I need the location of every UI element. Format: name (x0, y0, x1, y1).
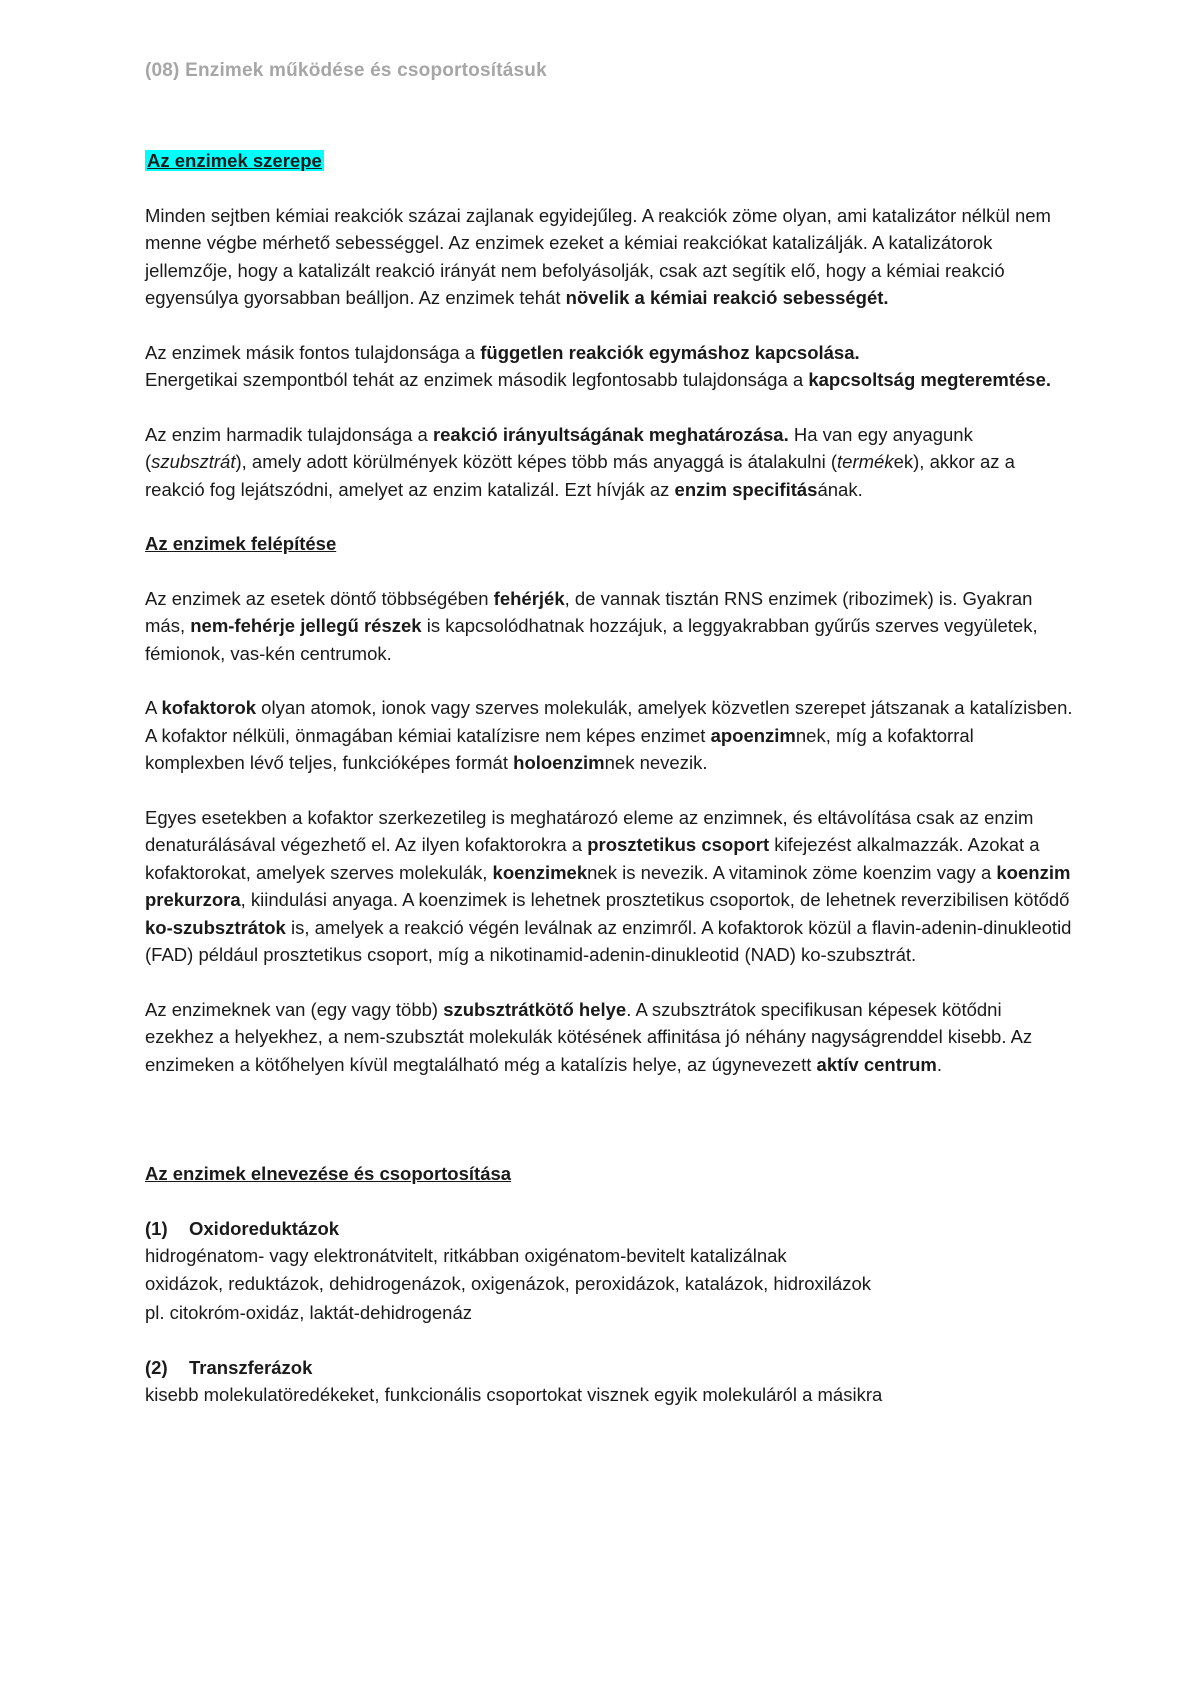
bold-term: koenzim prekurzora (145, 861, 1071, 910)
class-number: (2) (145, 1356, 168, 1378)
class-example: pl. citokróm-oxidáz, laktát-dehidrogenáz (145, 1302, 472, 1323)
paragraph: Az enzimek másik fontos tulajdonsága a független reakciók egymáshoz kapcsolása. Energetikai szempontból tehát az enzimek második legfontosabb tulajdonsága a kapcsoltság megteremtése. (145, 341, 1051, 390)
bold-term: növelik a kémiai reakció sebességét. (565, 287, 889, 308)
paragraph: Az enzimeknek van (egy vagy több) szubsztrátkötő helye. A szubsztrátok specifikusan képesek kötődni ezekhez a helyekhez, a nem-szubsztát molekulák kötésének affinitása jó néhány nagyságrenddel kisebb. Az enzimeken a kötőhelyen kívül megtalálható még a katalízis helye, az úgynevezett aktív centrum. (145, 998, 1033, 1075)
class-heading (145, 1354, 1075, 1382)
bold-term: holoenzim (513, 752, 605, 773)
bold-term: apoenzim (710, 724, 796, 746)
bold-term: koenzimek (492, 861, 588, 883)
paragraph: Egyes esetekben a kofaktor szerkezetileg is meghatározó eleme az enzimnek, és eltávolítása csak az enzim denaturálásával végezhető el. Az ilyen kofaktorokra a prosztetikus csoport kifejezést alkalmazzák. Azokat a kofaktorokat, amelyek szerves molekulák, koenzimeknek is nevezik. A vitaminok zöme koenzim vagy a koenzim prekurzora, kiindulási anyaga. A koenzimek is lehetnek prosztetikus csoportok, de lehetnek reverzibilisen kötődő ko-szubsztrátok is, amelyek a reakció végén leválnak az enzimről. A kofaktorok közül a flavin-adenin-dinukleotid (FAD) például prosztetikus csoport, míg a nikotinamid-adenin-dinukleotid (NAD) ko-szubsztrát. (145, 806, 1072, 965)
class-types (145, 1270, 1075, 1300)
bold-term: kofaktorok (161, 697, 257, 718)
bold-term: ko-szubsztrátok (145, 916, 286, 938)
class-description: hidrogénatom- vagy elektronátvitelt, ritkábban oxigénatom-bevitelt katalizálnak (145, 1245, 787, 1266)
bold-term: aktív centrum (816, 1053, 937, 1075)
paragraph: Az enzim harmadik tulajdonsága a reakció irányultságának meghatározása. Ha van egy anyagunk (szubsztrát), amely adott körülmények között képes több más anyaggá is átalakulni (termékek), akkor az a reakció fog lejátszódni, amelyet az enzim katalizál. Ezt hívják az enzim specifitásának. (145, 423, 1015, 500)
bold-term: független reakciók egymáshoz kapcsolása. (480, 341, 860, 363)
section-title-role (145, 147, 1075, 175)
italic-term: szubsztrát (151, 451, 236, 472)
paragraph: Az enzimek az esetek döntő többségében fehérjék, de vannak tisztán RNS enzimek (ribozimek) is. Gyakran más, nem-fehérje jellegű részek is kapcsolódhatnak hozzájuk, a leggyakrabban gyűrűs szerves vegyületek, fémionok, vas-kén centrumok. (145, 587, 1038, 664)
italic-term: termék (837, 451, 894, 472)
class-types-text: oxidázok, reduktázok, dehidrogenázok, oxigenázok, peroxidázok, katalázok, hidroxilázok (145, 1272, 872, 1294)
bold-term: prosztetikus csoport (587, 834, 770, 855)
class-description: kisebb molekulatöredékeket, funkcionális csoportokat visznek egyik molekuláról a másikra (145, 1384, 883, 1405)
bold-term: enzim specifitás (674, 478, 818, 500)
highlighted-title: Az enzimek szerepe (147, 150, 322, 171)
class-number: (1) (145, 1217, 168, 1239)
page-header: (08) Enzimek működése és csoportosításuk (145, 60, 547, 81)
bold-term: nem-fehérje jellegű részek (190, 615, 422, 636)
section-title-structure: Az enzimek felépítése (145, 533, 337, 554)
class-heading (145, 1215, 1075, 1243)
document-body (145, 147, 1075, 1409)
paragraph: A kofaktorok olyan atomok, ionok vagy szerves molekulák, amelyek közvetlen szerepet játszanak a katalízisben. A kofaktor nélküli, önmagában kémiai katalízisre nem képes enzimet apoenzimnek, míg a kofaktorral komplexben lévő teljes, funkcióképes formát holoenzimnek nevezik. (145, 697, 1073, 773)
bold-term: kapcsoltság megteremtése. (808, 369, 1051, 390)
bold-term: szubsztrátkötő helye (443, 998, 627, 1020)
class-name: Transzferázok (189, 1356, 313, 1378)
section-title-classification: Az enzimek elnevezése és csoportosítása (145, 1163, 512, 1184)
class-name: Oxidoreduktázok (189, 1217, 340, 1239)
bold-term: fehérjék (493, 587, 565, 609)
paragraph: Minden sejtben kémiai reakciók százai zajlanak egyidejűleg. A reakciók zöme olyan, ami katalizátor nélkül nem menne végbe mérhető sebességgel. Az enzimek ezeket a kémiai reakciókat katalizálják. A katalizátorok jellemzője, hogy a katalizált reakció irányát nem befolyásolják, csak azt segítik elő, hogy a kémiai reakció egyensúlya gyorsabban beálljon. Az enzimek tehát növelik a kémiai reakció sebességét. (145, 204, 1051, 308)
bold-term: reakció irányultságának meghatározása. (432, 423, 789, 445)
